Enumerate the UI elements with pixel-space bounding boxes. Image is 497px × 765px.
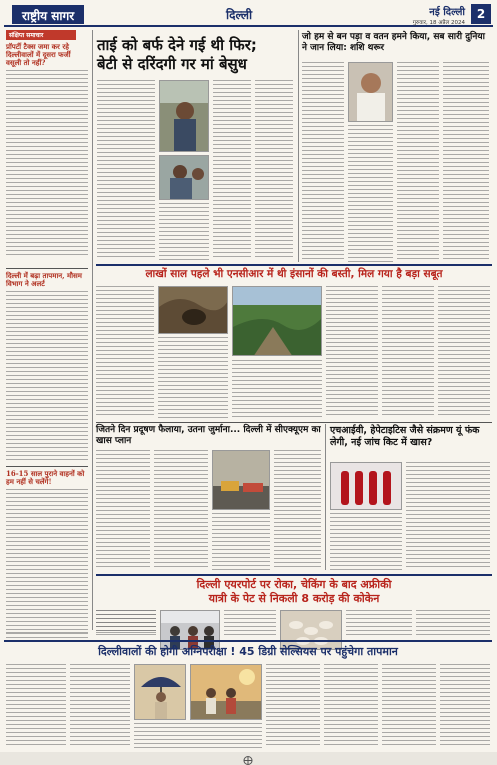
story6-photo-umbrella <box>134 664 186 720</box>
story4-photo-blood <box>330 462 402 510</box>
story6-body-col1 <box>6 664 66 748</box>
masthead <box>4 3 493 27</box>
tharoor-body-col2 <box>348 125 393 262</box>
brand-logo: राष्ट्रीय सागर <box>12 5 84 24</box>
lead-photo-1 <box>159 80 209 152</box>
story6-body-col3 <box>134 723 262 748</box>
story4-headline <box>330 425 490 448</box>
story2-body-col6 <box>438 286 490 418</box>
briefs-label: संक्षिप्त समाचार <box>6 30 76 40</box>
lead-body-col3 <box>213 80 251 260</box>
story3-body-col2 <box>154 450 208 570</box>
story5-photo-airport <box>160 610 220 650</box>
story4-headline-text: एचआईवी, हेपेटाइटिस जैसे संक्रमण यूं फंक लेगी, नई जांच किट में खास? <box>330 425 480 448</box>
tharoor-body-col4 <box>443 62 489 262</box>
brief-3 <box>6 470 88 644</box>
story5-headline <box>96 578 492 605</box>
story5-headline-line1: दिल्ली एयरपोर्ट पर रोका, चेकिंग के बाद अफ्रीकी <box>196 578 392 591</box>
story6-body-col4 <box>266 664 320 748</box>
story3-headline <box>96 425 321 447</box>
dateline-city: नई दिल्ली <box>429 7 465 18</box>
divider <box>96 264 492 266</box>
dateline <box>413 4 465 26</box>
page-number: 2 <box>471 4 491 24</box>
story6-body-col5 <box>324 664 378 748</box>
brief-3-title: 16-15 साल पुराने वाहनों को हम नहीं से चलेंगे! <box>6 469 85 486</box>
spacer <box>6 632 88 634</box>
divider <box>96 574 492 576</box>
divider <box>96 422 492 423</box>
page-footer <box>0 752 497 765</box>
column-rule <box>325 424 326 570</box>
top-right-headline-text: जो हम से बन पड़ा व वतन हमने किया, सब सारी दुनिया ने जान लिया: शशि थरूर <box>302 32 485 53</box>
story5-body-d <box>416 610 490 638</box>
divider <box>6 466 88 467</box>
brief-1-body <box>6 70 88 255</box>
story6-body-col7 <box>440 664 490 748</box>
brief-3-body <box>6 489 88 644</box>
story3-body-col3 <box>212 513 270 570</box>
story3-body-col1 <box>96 450 150 570</box>
story5-photo-capsules <box>280 610 342 650</box>
column-rule <box>92 30 93 630</box>
story2-body-col4 <box>326 286 378 418</box>
brief-1-title: प्रॉपर्टी टैक्स जमा कर रहे दिल्लीवालों में दूसरा फर्जी वसूली तो नहीं? <box>6 42 71 67</box>
lead-headline-line2: बेटी से दरिंदगी गर मां बेसुध <box>97 55 247 73</box>
tharoor-body-col3 <box>397 62 439 262</box>
lead-headline <box>97 36 295 74</box>
story4-body-col2 <box>406 462 490 570</box>
story3-photo-smog <box>212 450 270 510</box>
lead-headline-line1: ताई को बर्फ देने गई थी फिर; <box>97 36 257 54</box>
story5-body-c <box>346 610 412 638</box>
story2-body-col3 <box>232 360 322 418</box>
lead-body-col2 <box>159 203 209 260</box>
story5-headline-line2: यात्री के पेट से निकली 8 करोड़ की कोकेन <box>208 591 380 605</box>
story2-headline-text: लाखों साल पहले भी एनसीआर में थी इंसानों की बस्ती, मिल गया है बड़ा सबूत <box>145 268 443 280</box>
tharoor-photo <box>348 62 393 122</box>
column-rule <box>298 30 299 262</box>
lead-photo-2 <box>159 155 209 200</box>
brief-2 <box>6 272 88 461</box>
dateline-date: गुरुवार, 18 अप्रैल 2024 <box>412 20 465 26</box>
brief-2-body <box>6 291 88 461</box>
story4-body-col1 <box>330 513 402 570</box>
divider <box>4 640 492 642</box>
section-title: दिल्ली <box>226 8 253 22</box>
tharoor-body-col1 <box>302 62 344 262</box>
story5-body-a <box>96 610 156 638</box>
lead-body-col1 <box>97 80 155 260</box>
story6-body-col2 <box>70 664 130 748</box>
story6-body-col6 <box>382 664 436 748</box>
story5-body-b <box>224 610 276 638</box>
story6-headline-text: दिल्लीवालों की होगी अग्निपरीक्षा ! 45 डिग्री सेल्सियस पर पहुंचेगा तापमान <box>98 645 398 658</box>
story2-body-col1 <box>96 286 154 418</box>
top-right-headline <box>302 32 490 54</box>
brief-2-title: दिल्ली में बढ़ा तापमान, मौसम विभाग ने अलर्ट <box>6 271 82 288</box>
story6-photo-heat <box>190 664 262 720</box>
story3-headline-text: जितने दिन प्रदूषण फैलाया, उतना जुर्माना... दिल्ली में सीएक्यूएम का खास प्लान <box>96 425 321 446</box>
story2-photo-cave <box>158 286 228 334</box>
story2-body-col2 <box>158 337 228 418</box>
brief-1 <box>6 43 88 255</box>
story2-photo-forest <box>232 286 322 356</box>
story6-headline <box>4 645 492 659</box>
lead-body-col4 <box>255 80 293 260</box>
story3-body-col4 <box>274 450 321 570</box>
divider <box>6 268 88 269</box>
story2-body-col5 <box>382 286 434 418</box>
story2-headline <box>96 268 492 281</box>
